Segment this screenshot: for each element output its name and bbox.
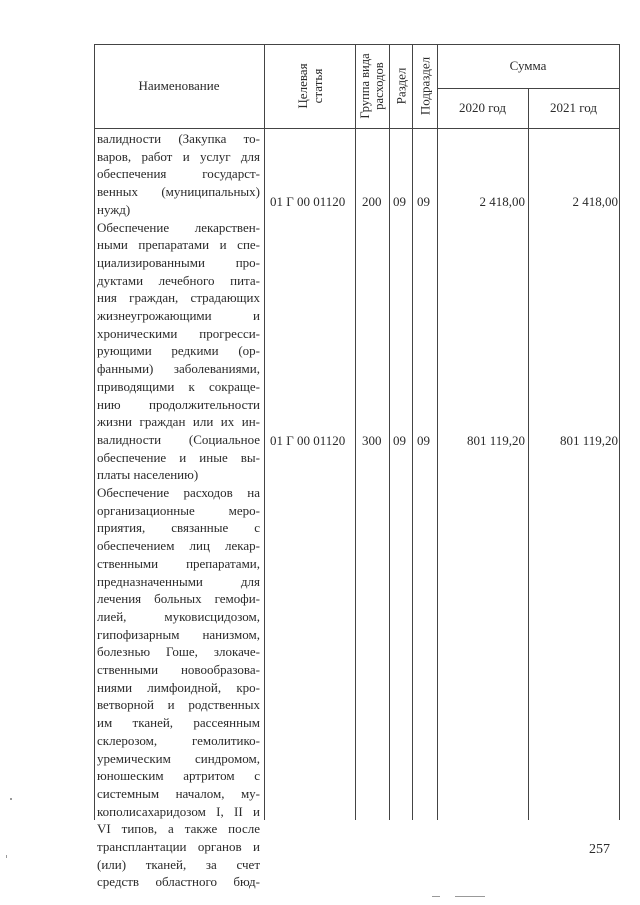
name-text-line: приятия, связанные с xyxy=(97,520,260,536)
name-text-line: Обеспечение лекарствен- xyxy=(97,219,260,235)
name-text-line: средств областного бюд- xyxy=(97,874,260,890)
row1-subsection: 09 xyxy=(417,194,430,209)
name-text-line: (или) тканей, за счет xyxy=(97,856,260,872)
name-text-line: венных (муниципальных) xyxy=(97,184,260,200)
row2-subsection: 09 xyxy=(417,433,430,448)
header-year-2021: 2021 год xyxy=(550,100,597,115)
name-text-line: ственными новообразова- xyxy=(97,662,260,677)
name-text-line: системным началом, му- xyxy=(97,785,260,801)
name-text-line: юношеским артритом с xyxy=(97,768,260,784)
scan-speck xyxy=(10,798,12,800)
header-section-cell xyxy=(389,44,412,128)
name-text-line: кополисахаридозом I, II и xyxy=(97,803,260,819)
name-text-line: ния граждан, страдающих xyxy=(97,290,260,306)
row2-sum-2021: 801 119,20 xyxy=(559,433,618,448)
header-subsection-cell xyxy=(412,44,437,128)
header-target-article: Целевая статья xyxy=(294,63,325,109)
name-text-line: обеспечения государст- xyxy=(97,166,260,182)
name-text-line: организационные меро- xyxy=(97,502,260,518)
name-text-line: ственными препаратами, xyxy=(97,555,260,571)
name-text-line: хроническими прогресси- xyxy=(97,325,260,341)
name-text-line: болезнью Гоше, злокаче- xyxy=(97,644,260,660)
header-sum: Сумма xyxy=(509,58,547,73)
name-text-line: нию продолжительности xyxy=(97,396,260,412)
row1-sum-2020: 2 418,00 xyxy=(479,194,525,209)
name-text-line: жизнеугрожающими и xyxy=(97,308,260,323)
row1-sum-2021: 2 418,00 xyxy=(572,194,618,209)
scan-speck xyxy=(432,896,440,897)
name-text-line: валидности (Социальное xyxy=(97,431,260,447)
name-text-line: дуктами лечебного пита- xyxy=(97,272,260,288)
row2-group: 300 xyxy=(362,433,382,448)
name-text-line: предназначенными для xyxy=(97,573,260,589)
name-text-line: уремическим синдромом, xyxy=(97,750,260,766)
row2-sum-2020: 801 119,20 xyxy=(466,433,525,448)
name-text-line: циализированными про- xyxy=(97,254,260,270)
name-text-line: платы населению) xyxy=(97,467,199,483)
name-text-line: варов, работ и услуг для xyxy=(97,148,260,164)
name-text-line: склерозом, гемолитико- xyxy=(97,732,260,748)
name-text-line: лией, муковисцидозом, xyxy=(97,608,260,624)
name-text-line: Обеспечение расходов на xyxy=(97,485,260,500)
name-text-line: VI типов, а также после xyxy=(97,821,260,837)
name-text-line: фанными) заболеваниями, xyxy=(97,361,260,377)
name-text-line: ниями лимфоидной, кро- xyxy=(97,679,260,695)
row1-section: 09 xyxy=(393,194,406,209)
name-text-line: трансплантации органов и xyxy=(97,839,260,854)
name-text-line: жизни граждан или их ин- xyxy=(97,414,260,430)
row2-article: 01 Г 00 01120 xyxy=(270,433,346,448)
name-text-line: приводящими к сокраще- xyxy=(97,378,260,394)
name-text-line: нужд) xyxy=(97,201,131,217)
name-text-line: ными препаратами и спе- xyxy=(97,237,260,253)
header-subsection: Подраздел xyxy=(417,56,432,116)
name-text-line: валидности (Закупка то- xyxy=(97,131,260,146)
page-number: 257 xyxy=(589,842,610,857)
name-text-line: лечения больных гемофи- xyxy=(97,591,260,607)
row1-group: 200 xyxy=(362,194,382,209)
row1-article: 01 Г 00 01120 xyxy=(270,194,346,209)
header-section: Раздел xyxy=(393,67,408,105)
name-text-line: рующими редкими (ор- xyxy=(97,343,260,359)
header-year-2020: 2020 год xyxy=(459,100,506,115)
row2-section: 09 xyxy=(393,433,406,448)
name-text-line: гипофизарным нанизмом, xyxy=(97,626,260,642)
scan-speck xyxy=(455,896,485,897)
header-expense-group: Группа вида расходов xyxy=(358,53,386,119)
header-name: Наименование xyxy=(138,78,220,93)
name-text-line: ветворной и родственных xyxy=(97,697,260,713)
name-text-line: обеспечение и иные вы- xyxy=(97,449,260,465)
header-expense-group-cell xyxy=(355,44,389,128)
header-target-article-cell xyxy=(264,44,355,128)
name-text-line: обеспечением лиц лекар- xyxy=(97,538,260,554)
name-text-line: им тканей, рассеянным xyxy=(97,715,260,731)
scan-speck xyxy=(6,855,7,858)
